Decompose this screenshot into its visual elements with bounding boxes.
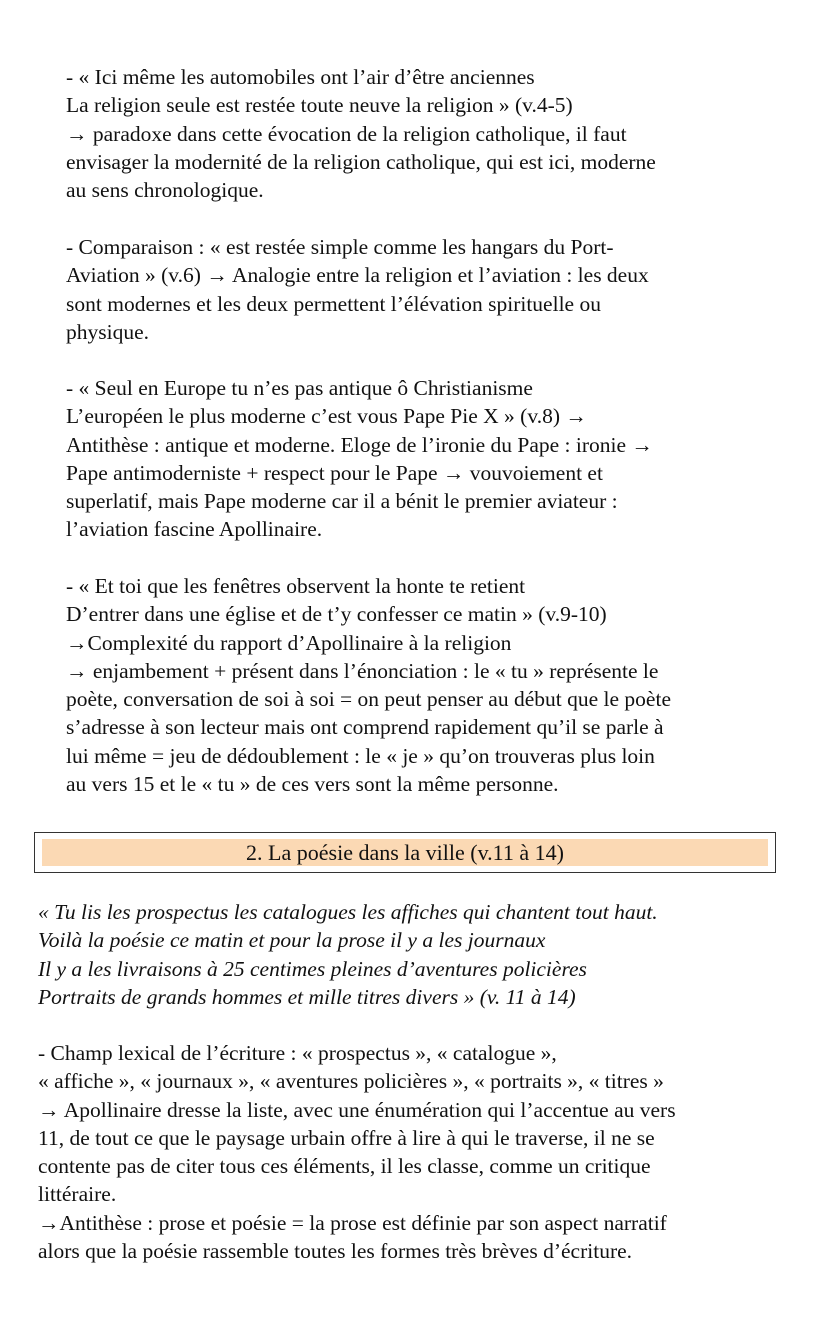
- text-line: →Antithèse : prose et poésie = la prose est définie par son aspect narratif: [38, 1210, 667, 1235]
- text-line: Aviation » (v.6) → Analogie entre la religion et l’aviation : les deux: [66, 263, 649, 288]
- text-line: - « Seul en Europe tu n’es pas antique ô Christianisme: [66, 376, 533, 400]
- paragraph-pope-antithesis: [66, 374, 653, 544]
- text-line: envisager la modernité de la religion catholique, qui est ici, moderne: [66, 149, 656, 174]
- text-line: Pape antimoderniste + respect pour le Pape → vouvoiement et: [66, 460, 603, 485]
- text-line: La religion seule est restée toute neuve la religion » (v.4-5): [66, 93, 573, 118]
- text-line: contente pas de citer tous ces éléments, il les classe, comme un critique: [38, 1154, 651, 1179]
- section-heading-box: [34, 832, 776, 873]
- quote-line: « Tu lis les prospectus les catalogues les affiches qui chantent tout haut.: [38, 900, 658, 924]
- text-line: - « Et toi que les fenêtres observent la honte te retient: [66, 574, 526, 598]
- text-line: lui même = jeu de dédoublement : le « je » qu’on trouveras plus loin: [66, 743, 655, 768]
- text-line: littéraire.: [38, 1182, 117, 1207]
- paragraph-windows-shame: [66, 572, 671, 798]
- quote-line: Voilà la poésie ce matin et pour la prose il y a les journaux: [38, 928, 546, 953]
- text-line: → Apollinaire dresse la liste, avec une énumération qui l’accentue au vers: [38, 1097, 676, 1122]
- paragraph-religion-modernity: [66, 63, 656, 204]
- text-line: - Comparaison : « est restée simple comme les hangars du Port-: [66, 235, 614, 259]
- text-line: poète, conversation de soi à soi = on peut penser au début que le poète: [66, 687, 671, 712]
- text-line: superlatif, mais Pape moderne car il a bénit le premier aviateur :: [66, 489, 618, 514]
- paragraph-lexical-field: [38, 1039, 676, 1265]
- text-line: s’adresse à son lecteur mais ont comprend rapidement qu’il se parle à: [66, 715, 664, 740]
- text-line: Antithèse : antique et moderne. Eloge de l’ironie du Pape : ironie →: [66, 432, 653, 457]
- text-line: « affiche », « journaux », « aventures policières », « portraits », « titres »: [38, 1069, 664, 1094]
- text-line: alors que la poésie rassemble toutes les formes très brèves d’écriture.: [38, 1239, 633, 1264]
- text-line: - Champ lexical de l’écriture : « prospectus », « catalogue »,: [38, 1041, 557, 1065]
- paragraph-comparison-aviation: [66, 233, 649, 346]
- section-heading: 2. La poésie dans la ville (v.11 à 14): [246, 840, 564, 865]
- text-line: → paradoxe dans cette évocation de la religion catholique, il faut: [66, 121, 627, 146]
- text-line: - « Ici même les automobiles ont l’air d’être anciennes: [66, 65, 535, 89]
- text-line: l’aviation fascine Apollinaire.: [66, 517, 323, 542]
- text-line: L’européen le plus moderne c’est vous Pape Pie X » (v.8) →: [66, 404, 587, 429]
- text-line: 11, de tout ce que le paysage urbain offre à lire à qui le traverse, il ne se: [38, 1125, 655, 1150]
- quote-line: Il y a les livraisons à 25 centimes pleines d’aventures policières: [38, 956, 587, 981]
- quote-line: Portraits de grands hommes et mille titres divers » (v. 11 à 14): [38, 984, 576, 1009]
- text-line: physique.: [66, 319, 150, 344]
- text-line: au sens chronologique.: [66, 178, 264, 203]
- text-line: au vers 15 et le « tu » de ces vers sont la même personne.: [66, 772, 559, 797]
- text-line: → enjambement + présent dans l’énonciation : le « tu » représente le: [66, 658, 659, 683]
- text-line: sont modernes et les deux permettent l’élévation spirituelle ou: [66, 291, 601, 316]
- text-line: →Complexité du rapport d’Apollinaire à la religion: [66, 630, 512, 655]
- text-line: D’entrer dans une église et de t’y confesser ce matin » (v.9-10): [66, 602, 607, 627]
- poem-quotation: [38, 898, 658, 1011]
